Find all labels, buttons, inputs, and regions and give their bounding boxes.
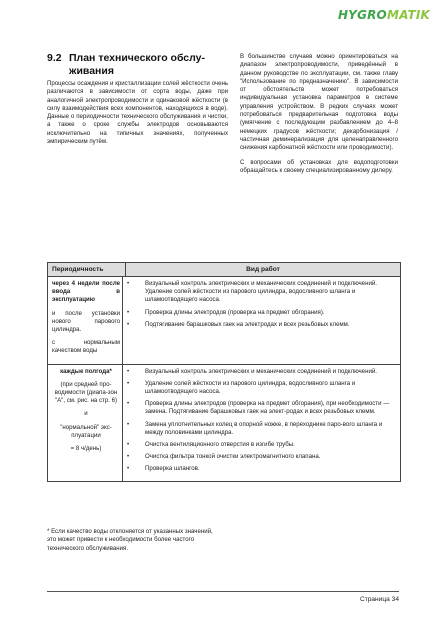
task-item: • Проверка длины электродов (проверка на предмет обгорания).	[127, 308, 325, 316]
maintenance-table	[47, 262, 401, 482]
task-item: • Очистка вентиляционного отверстия в изгибе трубы.	[127, 441, 295, 449]
bullet-icon: •	[127, 420, 130, 428]
interval-note: с нормальным качеством воды	[52, 339, 120, 355]
page-number: Страница 34	[359, 596, 399, 603]
task-item: • Замена уплотнительных колец в опорной ножке, в переходнике паро-вого шланга и между половинками цилиндра.	[127, 420, 383, 436]
task-item: • Очистка фильтра тонкой очистки электромагнитного клапана.	[127, 453, 321, 461]
header-work-type: Вид работ	[246, 266, 280, 273]
footer-divider	[47, 591, 399, 592]
interval-and: и	[84, 410, 88, 418]
task-item: • Удаление солей жёсткости из парового цилиндра, водосливного шланга и шламоотводящего насоса.	[127, 379, 356, 396]
interval-rest: и после установки нового парового цилиндра.	[52, 309, 120, 334]
bullet-icon: •	[127, 379, 130, 387]
table-row	[48, 277, 400, 365]
interval-bold: каждые полгода*	[60, 367, 112, 375]
section-title-line1: План технического обслу-	[69, 52, 205, 64]
right-column	[240, 53, 398, 181]
interval-cell	[48, 365, 123, 481]
header-interval: Периодичность	[48, 263, 126, 276]
bullet-icon: •	[127, 453, 130, 461]
interval-mode: "нормальной" экс-плуатации	[60, 423, 112, 439]
task-item: • Проверка шлангов.	[127, 465, 200, 473]
bullet-icon: •	[127, 441, 130, 449]
tasks-cell	[123, 277, 400, 364]
hygromatik-logo: HYGROMATIK	[337, 8, 430, 22]
bullet-icon: •	[127, 308, 130, 316]
bullet-icon: •	[127, 280, 130, 287]
table-row	[48, 365, 400, 481]
section-title	[47, 52, 222, 78]
right-paragraph-2: С вопросами об установках для водоподготовки обращайтесь к своему специализированному дилеру.	[240, 158, 398, 174]
task-item: • Подтягивание барашковых гаек на электродах и всех резьбовых клемм.	[127, 320, 350, 328]
bullet-icon: •	[127, 465, 130, 473]
bullet-icon: •	[127, 367, 130, 375]
bullet-icon: •	[127, 320, 130, 328]
left-paragraph: Процессы осаждения и кристаллизации солей жёсткости очень различаются в зависимости от сорта воды, даже при аналогичной электропроводимости и одинаковой жёсткости (в силу взаимодействия всех компонентов, находящихся в воде). Данные о периодичности технического обслуживания и чистки, а также о сроке службы электродов основываются исключительно на типичных значениях, полученных эмпирическим путём.	[47, 80, 228, 146]
right-paragraph-1: В большинстве случаев можно ориентироваться на диапазон электропроводимости, приведённый в данном руководстве по эксплуатации, см. также главу "Использование по предназначению". В зависимости от обстоятельств может потребоваться индивидуальная установка параметров в системе управления устройством. В редких случаях может потребоваться предварительная подготовка воды (умягчение с последующим разбавлением до 4–8 немецких градусов жёсткости; декарбонизация / частичная деминерализация для целенаправленного снижения карбонатной жёсткости или проводимости).	[240, 53, 398, 152]
bullet-icon: •	[127, 400, 130, 408]
footnote: * Если качество воды отклоняется от указанных значений, это может привести к необходимости более частого технического обслуживания.	[47, 528, 213, 552]
task-item: • Визуальный контроль электрических и механических соединений и подключений.	[127, 367, 377, 375]
interval-cell	[48, 277, 123, 364]
interval-bold: через 4 недели после ввода в эксплуатацию	[52, 280, 120, 304]
table-header	[48, 263, 400, 277]
section-title-line2: живания	[69, 65, 114, 77]
interval-detail: (при средней про-водимости (диапа-зон "А", см. рис. на стр. 6)	[54, 380, 118, 405]
tasks-cell	[123, 365, 400, 481]
task-item: • Проверка длины электродов (проверка на предмет обгорания), при необходимости — замена. Подтягивание барашковых гаек на элект-родах и всех резьбовых клемм.	[127, 400, 390, 416]
interval-value: = 8 ч/день)	[70, 445, 102, 453]
task-item: • Визуальный контроль электрических и механических соединений и подключений. Удаление солей жёсткости из парового цилиндра, водосливного шланга и шламоотводящего насоса.	[127, 280, 377, 304]
section-number: 9.2	[47, 52, 62, 64]
